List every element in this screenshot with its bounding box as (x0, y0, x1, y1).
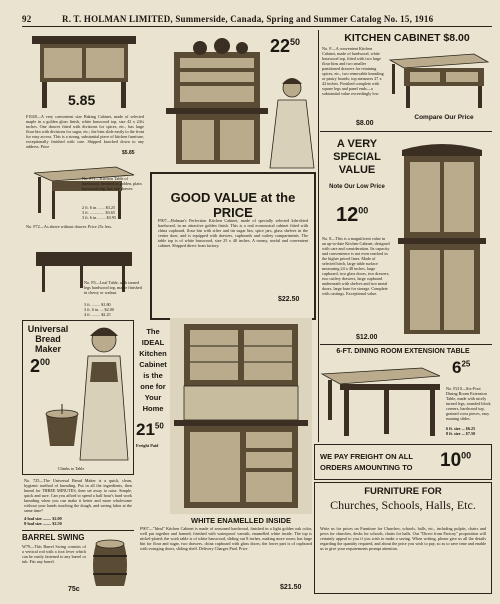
leaf-table-sizes (84, 302, 146, 317)
feature-cabinet-price: $22.50 (278, 296, 300, 303)
kitchen-cabinet-price: $8.00 (356, 120, 374, 127)
furniture-heading-1: FURNITURE FOR (364, 486, 442, 497)
bread-maker-heading-line: Universal (27, 324, 69, 334)
barrel-swing-rule (22, 530, 134, 531)
kitchen-table-size-row: 2 ft. 6 in. ...... $3.25 (82, 205, 116, 210)
page-title: R. T. HOLMAN LIMITED, Summerside, Canada, Spring and Summer Catalog No. 15, 1916 (62, 14, 434, 24)
bread-maker-pail-illustration (42, 404, 82, 450)
right-rule-1 (320, 131, 492, 132)
ideal-cabinet-price-dollars: 21 (136, 420, 155, 439)
bread-maker-caption: Climbs to Table (57, 466, 85, 471)
kitchen-cabinet-compare: Compare Our Price (414, 114, 474, 121)
special-heading (322, 138, 392, 177)
ideal-cabinet-heading (138, 326, 168, 414)
bread-maker-price-cents: 00 (40, 357, 51, 367)
kitchen-table-size-row: 3 ft. 6 in. ....... $3.95 (82, 215, 117, 220)
ideal-cabinet-heading-line: Kitchen (139, 349, 167, 358)
ideal-cabinet-freight: Freight Paid (136, 443, 159, 448)
ideal-cabinet-heading-line: is the (143, 371, 163, 380)
bread-maker-description: No. 725—The Universal Bread Maker is a quick, clean, hygienic method of kneading. Put in all the ingredients, then knead for THREE MINUTES, then set away to raise. Simple, quick and sure. Can you afford to spend a half hour's hard work kneading when you can make it better and more wholesome without your hands touching the dough, and saving labor at the same time? (24, 478, 132, 513)
freight-amount-cents: 00 (461, 450, 472, 461)
feature-cabinet-description: F907—Holman's Perfection Kitchen Cabinet, made of specially selected kiln-dried hardwood, in an attractive golden finish. This is a real economical cabinet fitted with china cupboard, flour bin with sifter and tin sugar bin, spice jars, glass shelves in the center door, and is equipped with drawers, cupboards and cutlery compartments. The table top is of white basswood, size 25 x 40 inches. A roomy, useful and convenient cabinet. Shipped direct from factory. (158, 218, 308, 248)
baking-cabinet-price: $5.85 (122, 150, 135, 156)
leaf-table-size-row: 3 ft. ........ $1.80 (84, 302, 111, 307)
dining-table-description: No. F210—Six-Foot Dining Room Extension Table, made with nicely turned legs, rounded block corners, hardwood top, grained cross pieces, easy running slides. (446, 386, 491, 421)
dining-table-heading: 6-FT. DINING ROOM EXTENSION TABLE (336, 348, 470, 355)
barrel-swing-price: 75c (68, 586, 80, 593)
special-heading-line: SPECIAL (333, 151, 381, 163)
ideal-cabinet-heading-line: IDEAL (141, 338, 165, 347)
leaf-table-size-row: 3 ft. 6 in. ... $2.00 (84, 307, 114, 312)
bread-maker-heading-line: Maker (34, 344, 61, 354)
special-price: $12.00 (356, 334, 378, 341)
special-subheading: Note Our Low Price (329, 184, 385, 190)
header-rule (22, 26, 492, 27)
feature-cabinet-price-dollars: 22 (270, 36, 291, 56)
ideal-cabinet-heading-line: one for (140, 382, 166, 391)
furniture-heading-2: Churches, Schools, Halls, Etc. (330, 498, 476, 512)
ideal-cabinet-price-cents: 50 (154, 421, 164, 431)
right-rule-2 (320, 344, 492, 345)
bread-maker-heading (24, 324, 72, 354)
ideal-cabinet-heading-line: The (146, 327, 160, 336)
barrel-illustration (88, 538, 132, 592)
dining-table-price-cents: 25 (461, 359, 471, 369)
ideal-cabinet-price: $21.50 (280, 584, 302, 591)
leaf-table-size-row: 4 ft. ........ $2.25 (84, 312, 111, 317)
bread-maker-price-dollars: 2 (30, 356, 41, 376)
special-heading-line: A VERY (336, 138, 378, 150)
special-price-label (336, 204, 368, 227)
kitchen-table-note: No. F72—As above without drawer. Price 25c less. (26, 224, 113, 229)
dining-table-price-dollars: 6 (452, 358, 462, 377)
page-number: 92 (22, 14, 32, 24)
feature-cabinet-price-label (270, 36, 300, 57)
bread-maker-sizes (24, 516, 132, 526)
kitchen-table-size-row: 3 ft. .............. $3.65 (82, 210, 115, 215)
special-heading-line: VALUE (338, 164, 376, 176)
dining-table-size-row: 6 ft. size ... $6.25 (446, 426, 476, 431)
barrel-swing-description: W79—This Barrel Swing consists of a vertical rod with a foot lever which can be easily fastened to any barrel or tub. Fits any barrel. (22, 544, 86, 564)
barrel-swing-heading: BARREL SWING (22, 533, 85, 542)
bread-maker-heading-line: Bread (35, 334, 61, 344)
feature-cabinet-price-cents: 50 (290, 37, 301, 47)
bread-maker-size-row: 4-loaf size ........ $2.00 (24, 516, 62, 521)
furniture-description: Write us for prices on Furniture for Churches, schools, halls, etc., including pulpits, chairs and pews for churches, desks for schools, chairs for halls. Our "Direct from Factory" proposition will certainly appeal to you if you wish to make a saving. When writing, please give us all the details regarding the quantity required, and about the price you wish to pay, so as to save time and enable us to give your requirements prompt attention. (320, 526, 486, 551)
baking-cabinet-description: F1028—A very convenient size Baking Cabinet, made of selected maple in a golden gloss finish, white basswood top, size 42 x 24¼ inches. One drawer fitted with divisions for spices, etc., has large flour bin with divisions for sugar, etc.; the bins slide easily to the front for easy access. This is a strong, substantial piece of kitchen furniture, exceptionally finished with care. Shipped knocked down to any address. Price (26, 114, 144, 149)
ideal-cabinet-description: F907—"Ideal" Kitchen Cabinet is made of seasoned hardwood, finished in a light golden oak color, well put together and framed; finished with waterproof varnish, enamelled white inside. The top is nickel-plated; the work table is of white basswood, sliding out 8 inches, making more room; has large bin for flour and sugar, two drawers, china cupboard with glass doors; the lower part is of cupboard with swinging doors, sliding shelf. Delivery Charges Paid. Price (140, 526, 312, 551)
dining-table-size-row: 8 ft. size ... $7.50 (446, 431, 476, 436)
special-price-cents: 00 (358, 205, 369, 216)
ideal-cabinet-heading-line: Home (142, 404, 164, 413)
baking-cabinet-price-label: 5.85 (68, 92, 96, 108)
kitchen-table-description: No. F71—Kitchen Table of hardwood, finished in golden, plain basswood top, has one drawer. (82, 176, 142, 191)
special-description: No. 8—This is a magnificent value in an up-to-date Kitchen Cabinet, designed with care and consideration. Its capacity and convenience is not even reached in the higher priced lines. Made of selected birch, large table surface measuring 24 x 48 inches, large cupboard, two glass doors, two drawers, two cutlery drawers, large cupboard underneath with shelves and two metal doors, large base for storage. Complete with castings. Exceptional value. (322, 236, 390, 296)
ideal-cabinet-illustration (170, 318, 312, 514)
special-cabinet-illustration (394, 140, 490, 340)
special-price-dollars: 12 (336, 204, 359, 226)
kitchen-table-sizes (82, 205, 142, 220)
bread-maker-price-label (30, 356, 50, 377)
kitchen-cabinet-description: No. F—A convenient Kitchen Cabinet, made of hardwood, white basswood top, fitted with two large flour bins and two smaller partitioned drawers for retaining spices, etc., two removable kneading or pastry boards; top measures 27 x 42 inches. Finished complete with square legs and panel ends—a substantial value exceedingly low (322, 46, 384, 96)
dining-table-price-label (452, 358, 470, 378)
baking-cabinet-section (24, 30, 144, 125)
dining-table-illustration (318, 360, 444, 442)
feature-cabinet-banner: GOOD VALUE at the PRICE (170, 190, 296, 220)
kitchen-cabinet-heading: KITCHEN CABINET $8.00 (344, 32, 470, 44)
freight-amount (440, 450, 471, 472)
dining-table-sizes (446, 426, 492, 436)
freight-amount-dollars: 10 (440, 450, 462, 471)
ideal-cabinet-price-label (136, 420, 164, 440)
leaf-table-description: No. F3—Leaf Table, with turned legs hardwood top, maple finished in cherry or walnut. (84, 280, 142, 295)
ideal-cabinet-banner: WHITE ENAMELLED INSIDE (190, 516, 291, 525)
ideal-cabinet-heading-line: Cabinet (139, 360, 167, 369)
kitchen-cabinet-illustration (386, 50, 490, 110)
ideal-cabinet-heading-line: Your (144, 393, 162, 402)
bread-maker-size-row: 8-loaf size ........ $2.50 (24, 521, 62, 526)
freight-text: WE PAY FREIGHT ON ALL ORDERS AMOUNTING TO (320, 452, 413, 472)
